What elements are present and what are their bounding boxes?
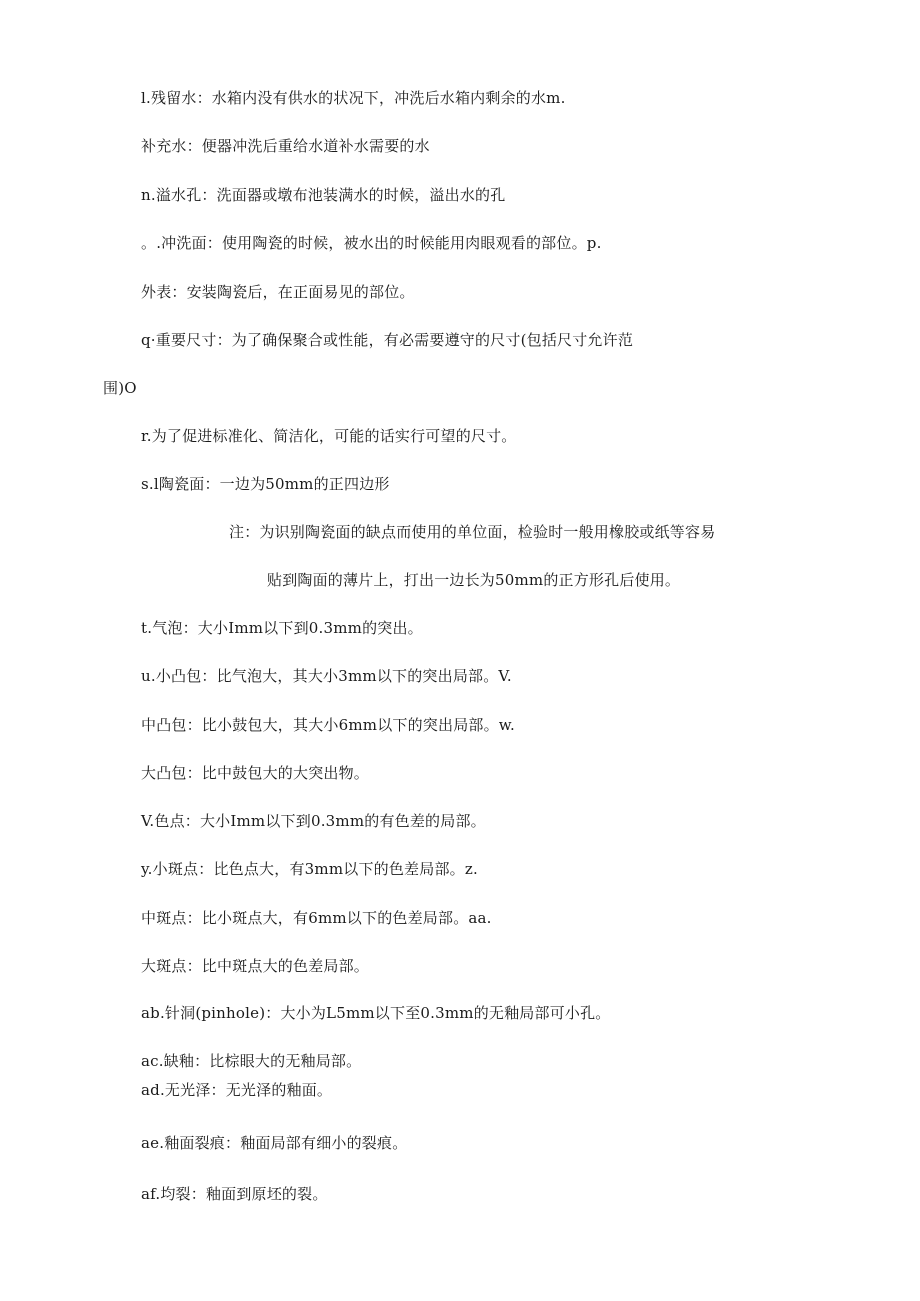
text-line: 中凸包：比小鼓包大，其大小6mm以下的突出局部。w. [141,716,516,734]
text-line: ac.缺釉：比棕眼大的无釉局部。 [141,1052,362,1070]
text-line: ad.无光泽：无光泽的釉面。 [141,1081,333,1099]
text-line: 。.冲洗面：使用陶瓷的时候，被水出的时候能用肉眼观看的部位。p. [141,234,602,252]
text-line: 大凸包：比中鼓包大的大突出物。 [141,764,370,782]
text-line: n.溢水孔：洗面器或墩布池装满水的时候，溢出水的孔 [141,186,506,204]
text-line: u.小凸包：比气泡大，其大小3mm以下的突出局部。V. [141,667,512,685]
text-line: ae.釉面裂痕：釉面局部有细小的裂痕。 [141,1134,408,1152]
note-line: 注：为识别陶瓷面的缺点而使用的单位面，检验时一般用橡胶或纸等容易 [229,523,716,541]
text-line: 围)O [103,379,137,397]
text-line: q·重要尺寸：为了确保聚合或性能，有必需要遵守的尺寸(包括尺寸允许范 [141,331,634,349]
text-line: l.残留水：水箱内没有供水的状况下，冲洗后水箱内剩余的水m. [141,89,566,107]
text-line: r.为了促进标准化、简洁化，可能的话实行可望的尺寸。 [141,427,517,445]
text-line: 中斑点：比小斑点大，有6mm以下的色差局部。aa. [141,909,492,927]
text-line: s.l陶瓷面：一边为50mm的正四边形 [141,475,390,493]
text-line: y.小斑点：比色点大，有3mm以下的色差局部。z. [141,860,478,878]
text-line: V.色点：大小Imm以下到0.3mm的有色差的局部。 [141,812,486,830]
text-line: 补充水：便器冲洗后重给水道补水需要的水 [141,137,430,155]
text-line: 外表：安装陶瓷后，在正面易见的部位。 [141,283,415,301]
note-line: 贴到陶面的薄片上，打出一边长为50mm的正方形孔后使用。 [267,571,681,589]
text-line: 大斑点：比中斑点大的色差局部。 [141,957,370,975]
text-line: af.均裂：釉面到原坯的裂。 [141,1185,328,1203]
text-line: ab.针洞(pinhole)：大小为L5mm以下至0.3mm的无釉局部可小孔。 [141,1004,611,1022]
text-line: t.气泡：大小Imm以下到0.3mm的突出。 [141,619,423,637]
